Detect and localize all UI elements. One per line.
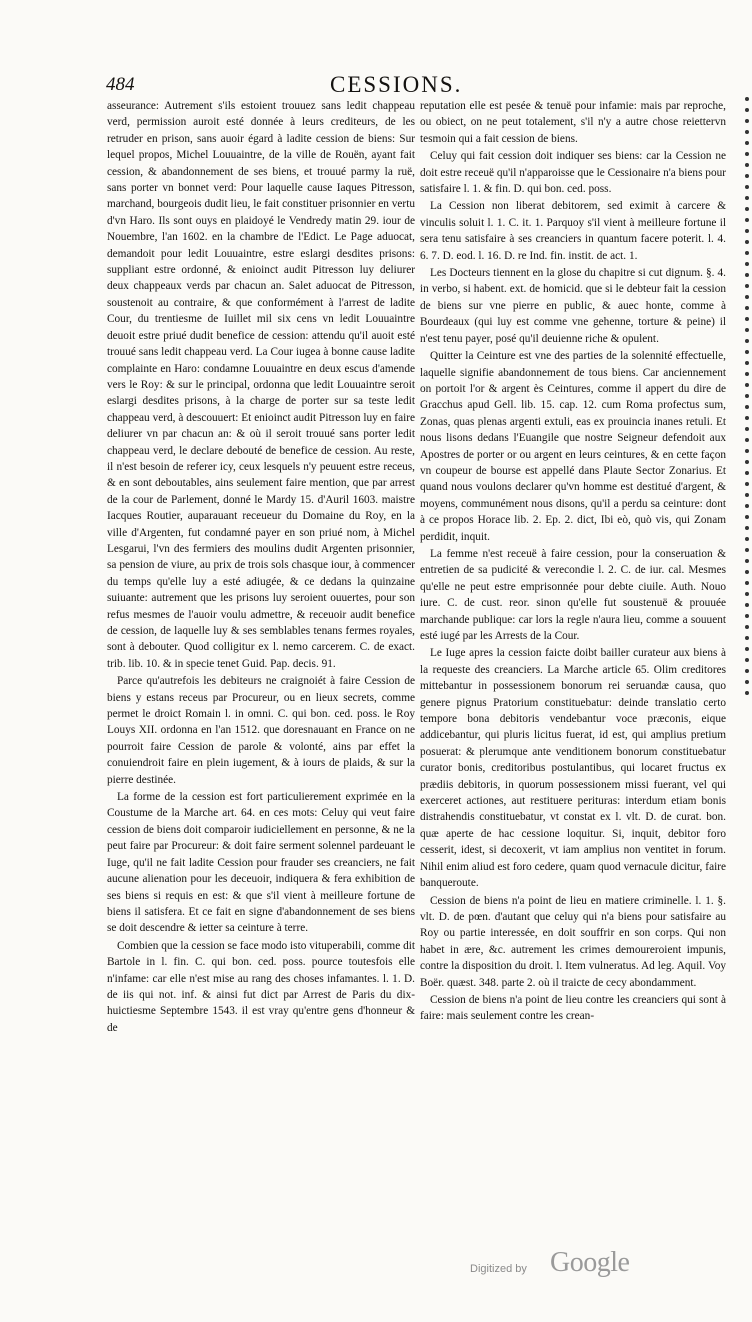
right-paragraph-6: La femme n'est receuë à faire cession, pour la conseruation & entretien de sa pudicité & verecondie l. 2. C. de iur. cal. Mesmes qu'elle ne peut estre emprisonnée pour debte ciuile. Auth. Nouo iure. C. de cust. reor. sinon qu'elle fut soustenuë & prouuée marchande publique: car lors la regle n'aura lieu, comme a souuent esté iugé par les Arrests de la Cour. [420, 547, 726, 642]
right-paragraph-7: Le Iuge apres la cession faicte doibt bailler curateur aux biens à la requeste des creanciers. La Marche article 65. Olim creditores mittebantur in possessionem bonorum rei seruandæ causa, quo genere pignus Pratorium constituebatur: deinde translatio certo tempore bona debitoris vendebantur voce præconis, eique addicebantur, qui pluris licitus fuerat, id est, qui amplius pretium posuerat: & plerumque ante venditionem bonorum constituebatur curator bonis, creditoribus postulantibus, qui locaret fructus ex prædiis debitoris, in quorum possessionem missi fuerant, vel qui exerceret actiones, aut restituere perituras: interdum etiam bonis distrahendis constituebatur, vt constat ex l. vlt. D. de curat. bon. quæ aperte de hac cessione loquitur. Si, inquit, debitor foro cesserit, idest, si decoxerit, vt iam amplius non ventitet in forum. Nihil enim aliud est foro cedere, quam quod vernacule dicitur, faire banqueroute. [420, 647, 726, 890]
right-paragraph-1: reputation elle est pesée & tenuë pour infamie: mais par reproche, ou obiect, on ne peut totalement, s'il n'y a autre chose reiettervn tesmoin qui a fait cession de biens. [420, 100, 726, 145]
page-number: 484 [106, 74, 135, 95]
right-paragraph-5: Quitter la Ceinture est vne des parties de la solennité effectuelle, laquelle signifie abandonnement de tous biens. Car anciennement on portoit l'or & argent ès Ceintures, comme il appert du dire de Gracchus apud Gell. lib. 15. cap. 12. cum Roma profectus sum, Zonas, quas plenas argenti extuli, eas ex prouincia inanes retuli. Et nous lisons dedans l'Euangile que nostre Seigneur defendoit aux Apostres de porter or ou argent en leurs ceintures, & en cette façon vn coupeur de bourse est appellé dans Plaute Sector Zonarius. Et quand nous voulons declarer qu'vn homme est destitué d'argent, & moyens, communément nous disons, qu'il a perdu sa ceinture: dont à ce propos Horace lib. 2. Ep. 2. dict, Ibi eò, quò vis, qui Zonam perdidit, inquit. [420, 350, 726, 543]
right-paragraph-4: Les Docteurs tiennent en la glose du chapitre si cut dignum. §. 4. in verbo, si habent. ext. de homicid. que si le debteur fait la cession de biens sur vne pierre en public, & auec honte, comme à Bourdeaux (qui luy est comme vne gehenne, torture & peine) il n'est tenu payer, posé qu'il deuienne riche & opulent. [420, 267, 726, 345]
left-column [107, 98, 415, 1037]
left-paragraph-3: La forme de la cession est fort particulierement exprimée en la Coustume de la Marche art. 64. en ces mots: Celuy qui veut faire cession de biens doit comparoir iudiciellement en personne, & ne la peut faire par Procureur: & doit faire serment solennel pardeuant le Iuge, qu'il ne fait ladite Cession pour frauder ses creanciers, ne fait aucune alienation pour les deceuoir, indiquera & fera exhibition de ses biens si requis en est: & que s'il vient à meilleure fortune de biens il satisfera. Et ce fait en signe d'abandonnement de ses biens se doit descendre & ietter sa ceinture à terre. [107, 791, 415, 935]
digitized-watermark [470, 1247, 670, 1287]
right-paragraph-8: Cession de biens n'a point de lieu en matiere criminelle. l. 1. §. vlt. D. de pœn. d'autant que celuy qui n'a biens pour satisfaire au Roy ou partie interessée, en doit souffrir en son corps. Qui non habet in ære, &c. autrement les crimes demoureroient impunis, contre la disposition du droit. l. Item vulneratus. Ad leg. Aquil. Voy Boër. quæst. 348. parte 2. où il traicte de cecy abondamment. [420, 894, 726, 989]
google-logo: Google [550, 1247, 630, 1278]
right-column [420, 98, 726, 1026]
digitized-by-text: Digitized by [470, 1263, 527, 1275]
right-paragraph-2: Celuy qui fait cession doit indiquer ses biens: car la Cession ne doit estre receuë qu'il n'apparoisse que le Cessionaire n'a biens pour satisfaire l. 1. & fin. D. qui bon. ced. poss. [420, 150, 727, 196]
margin-edge-marks [741, 90, 752, 710]
left-paragraph-1: asseurance: Autrement s'ils estoient trouuez sans ledit chappeau verd, permission auroit esté donnée à leurs crediteurs, de les retruder en prison, sans auoir égard à ladite cession de biens: Sur lequel propos, Michel Louuaintre, de la ville de Rouën, ayant fait cession, & abandonnement de ses biens, et trouué parmy la ruë, sans porter vn bonnet verd: Pour laquelle cause Iaques Pitresson, marchand, bourgeois dudit lieu, le fait constituer prisonnier en vertu d'vn Haro. Ils sont ouys en plaidoyé le Vendredy matin 29. iour de Nouembre, l'an 1602. en la chambre de l'Edict. Le Page aduocat, demandoit pour ledit Louuaintre, estre eslargi desdites prisons: suppliant estre ordonné, & enioinct audit Pitresson luy deliurer deux chappeaux verds par chacun an. Salet aduocat de Pitresson, soustenoit au contraire, & que conformément à l'arrest de ladite Cour, du trentiesme de Iuillet mil six cens vn ledit Louuaintre deuoit estre priué dudit benefice de cession: attendu qu'il auoit esté trouué sans ledit chappeau verd. La Cour iugea à bonne cause ladite complainte en Haro: condamne Louuaintre en deux escus d'amende vers le Roy: & sur le principal, ordonna que ledit Louuaintre seroit eslargi desdites prisons, à la charge de porter sur sa teste ledit chappeau verd, à descouuert: Et enioinct audit Pitresson luy en faire deliurer vn par chacun an: & où il seroit trouué sans porter ledit chappeau verd, le declare debouté de benefice de cession. Au reste, il n'est besoin de referer icy, ceux lesquels n'y peuuent estre receus, & en sont deboutables, ains seulement faire mention, que par arrest de la cour de Parlement, donné le Mardy 15. d'Auril 1603. maistre Iacques Routier, auparauant receueur du Domaine du Roy, en la ville d'Argenten, fut condamné payer en son priué nom, à Michel Lesgarui, l'vn des fermiers des moulins dudit Argenten prisonnier, sa pension de viure, au prix de trois sols chasque iour, à commencer du temps qu'elle luy a esté adiugée, & ce dedans la quinzaine suiuante: autrement que les prisons luy seroient ouuertes, pour son refus mesmes de l'auoir voulu admettre, & receuoir audit benefice de cession, de laquelle luy & ses semblables tenans fermes royales, sont à debouter. Quod colligitur ex l. nemo carcerem. C. de exact. trib. lib. 10. & in specie tenet Guid. Pap. decis. 91. [107, 100, 415, 670]
running-title: CESSIONS. [330, 72, 463, 97]
left-paragraph-2: Parce qu'autrefois les debiteurs ne craignoiét à faire Cession de biens y estans receus par Procureur, ou en lieux secrets, comme permet le droict Romain l. in omni. C. qui bon. ced. poss. le Roy Louys XII. ordonna en l'an 1512. que doresnauant en France on ne pourroit faire Cession de parole & volonté, ains par effet la conuiendroit faire en plein iugement, & à iours de plaids, & sur la pierre destinée. [107, 675, 415, 786]
right-paragraph-3: La Cession non liberat debitorem, sed eximit à carcere & vinculis soluit l. 1. C. it. 1. Parquoy s'il vient à meilleure fortune il sera tenu satisfaire à ses creanciers in quantum facere poterit. l. 4. 6. 7. D. eod. l. 16. D. re Ind. fin. instit. de act. 1. [420, 200, 726, 262]
right-paragraph-9: Cession de biens n'a point de lieu contre les creanciers qui sont à faire: mais seulement contre les crean- [420, 993, 726, 1023]
left-paragraph-4: Combien que la cession se face modo isto vituperabili, comme dit Bartole in l. fin. C. qui bon. ced. poss. pource toutesfois elle n'infame: car elle n'est mise au rang des choses infamantes. l. 1. D. de iis qui not. inf. & ainsi fut dict par Arrest de Paris du dix-huictiesme Septembre 1543. il est vray qu'entre gens d'honneur & de [107, 939, 415, 1034]
